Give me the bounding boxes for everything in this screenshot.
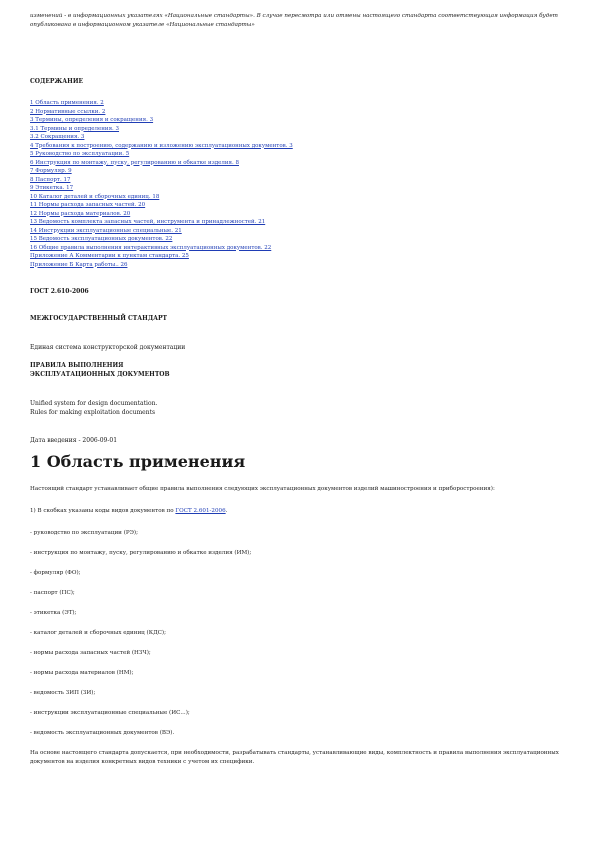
- list-item: - ведомость ЗИП (ЗИ);: [30, 690, 96, 696]
- introduction-date: Дата введения - 2006-09-01: [30, 437, 118, 444]
- codes-note-prefix: 1) В скобках указаны коды видов документов по: [30, 508, 176, 514]
- toc-link[interactable]: 9 Этикетка. 17: [30, 185, 74, 191]
- list-item: - этикетка (ЭТ);: [30, 610, 77, 616]
- toc-link[interactable]: 7 Формуляр. 9: [30, 168, 72, 174]
- final-paragraph: На основе настоящего стандарта допускается, при необходимости, разрабатывать стандарты, устанавливающие виды, комплектность и правила выполнения эксплуатационных документов на изделия конкретных видов техники с учетом их специфики.: [30, 750, 559, 765]
- document-title: [30, 361, 565, 379]
- codes-note-suffix: .: [225, 508, 228, 514]
- section-heading: 1 Область применения: [30, 452, 246, 471]
- list-item: - инструкция по монтажу, пуску, регулированию и обкатке изделия (ИМ);: [30, 550, 252, 556]
- toc-link[interactable]: 15 Ведомость эксплуатационных документов. 22: [30, 236, 173, 242]
- interstate-label: МЕЖГОСУДАРСТВЕННЫЙ СТАНДАРТ: [30, 315, 168, 322]
- toc-link[interactable]: 8 Паспорт. 17: [30, 176, 71, 183]
- codes-note: [30, 507, 565, 516]
- scope-paragraph: Настоящий стандарт устанавливает общие правила выполнения следующих эксплуатационных документов изделий машиностроения и приборостроения):: [30, 486, 495, 492]
- table-of-contents: [30, 99, 565, 269]
- list-item: - нормы расхода запасных частей (НЗЧ);: [30, 650, 151, 656]
- english-title-line: Unified system for design documentation.: [30, 400, 158, 407]
- toc-link[interactable]: 13 Ведомость комплекта запасных частей, инструмента и принадлежностей. 21: [30, 219, 266, 225]
- list-item: - инструкции эксплуатационные специальные (ИС...);: [30, 710, 190, 716]
- toc-link[interactable]: 1 Область применения. 2: [30, 100, 104, 106]
- toc-link[interactable]: 16 Общие правила выполнения интерактивных эксплуатационных документов. 22: [30, 244, 272, 251]
- toc-title: СОДЕРЖАНИЕ: [30, 78, 84, 85]
- list-item: - ведомость эксплуатационных документов (ВЭ).: [30, 730, 175, 736]
- list-item: - формуляр (ФО);: [30, 570, 81, 576]
- toc-link[interactable]: 3 Термины, определения и сокращения. 3: [30, 117, 154, 123]
- toc-link[interactable]: 4 Требования к построению, содержанию и изложению эксплуатационных документов. 3: [30, 142, 293, 149]
- toc-link[interactable]: 11 Нормы расхода запасных частей. 20: [30, 202, 146, 208]
- toc-link[interactable]: 3.1 Термины и определения. 3: [30, 125, 120, 132]
- english-title-line: Rules for making exploitation documents: [30, 409, 156, 416]
- list-item: - руководство по эксплуатации (РЭ);: [30, 530, 138, 536]
- document-page: [30, 12, 565, 773]
- english-title: [30, 399, 565, 417]
- toc-link[interactable]: 10 Каталог деталей и сборочных единиц. 18: [30, 193, 160, 200]
- document-types-list: [30, 529, 565, 738]
- toc-link[interactable]: 2 Нормативные ссылки. 2: [30, 108, 106, 115]
- toc-link[interactable]: 6 Инструкция по монтажу, пуску, регулированию и обкатке изделия. 8: [30, 159, 239, 166]
- intro-text: изменений - в информационных указателях «Национальные стандарты». В случае пересмотра или отмены настоящего стандарта соответствующая информация будет опубликована в информационном указателе «Национальные стандарты»: [30, 13, 558, 28]
- standard-number: ГОСТ 2.610-2006: [30, 288, 89, 295]
- system-line: Единая система конструкторской документации: [30, 344, 186, 351]
- list-item: - нормы расхода материалов (НМ);: [30, 670, 134, 676]
- toc-link[interactable]: 5 Руководство по эксплуатации. 5: [30, 151, 130, 157]
- toc-link[interactable]: 3.2 Сокращения. 3: [30, 134, 85, 140]
- gost-link[interactable]: ГОСТ 2.601-2006: [175, 508, 226, 514]
- toc-link[interactable]: Приложение Б Карта работы.. 26: [30, 261, 128, 268]
- list-item: - каталог деталей и сборочных единиц (КДС);: [30, 630, 166, 636]
- document-title-line: ПРАВИЛА ВЫПОЛНЕНИЯ: [30, 362, 124, 369]
- list-item: - паспорт (ПС);: [30, 590, 75, 596]
- toc-link[interactable]: 12 Нормы расхода материалов. 20: [30, 210, 131, 217]
- toc-link[interactable]: 14 Инструкции эксплуатационные специальные. 21: [30, 227, 182, 234]
- toc-link[interactable]: Приложение А Комментарии к пунктам стандарта. 25: [30, 253, 189, 259]
- document-title-line: ЭКСПЛУАТАЦИОННЫХ ДОКУМЕНТОВ: [30, 371, 170, 378]
